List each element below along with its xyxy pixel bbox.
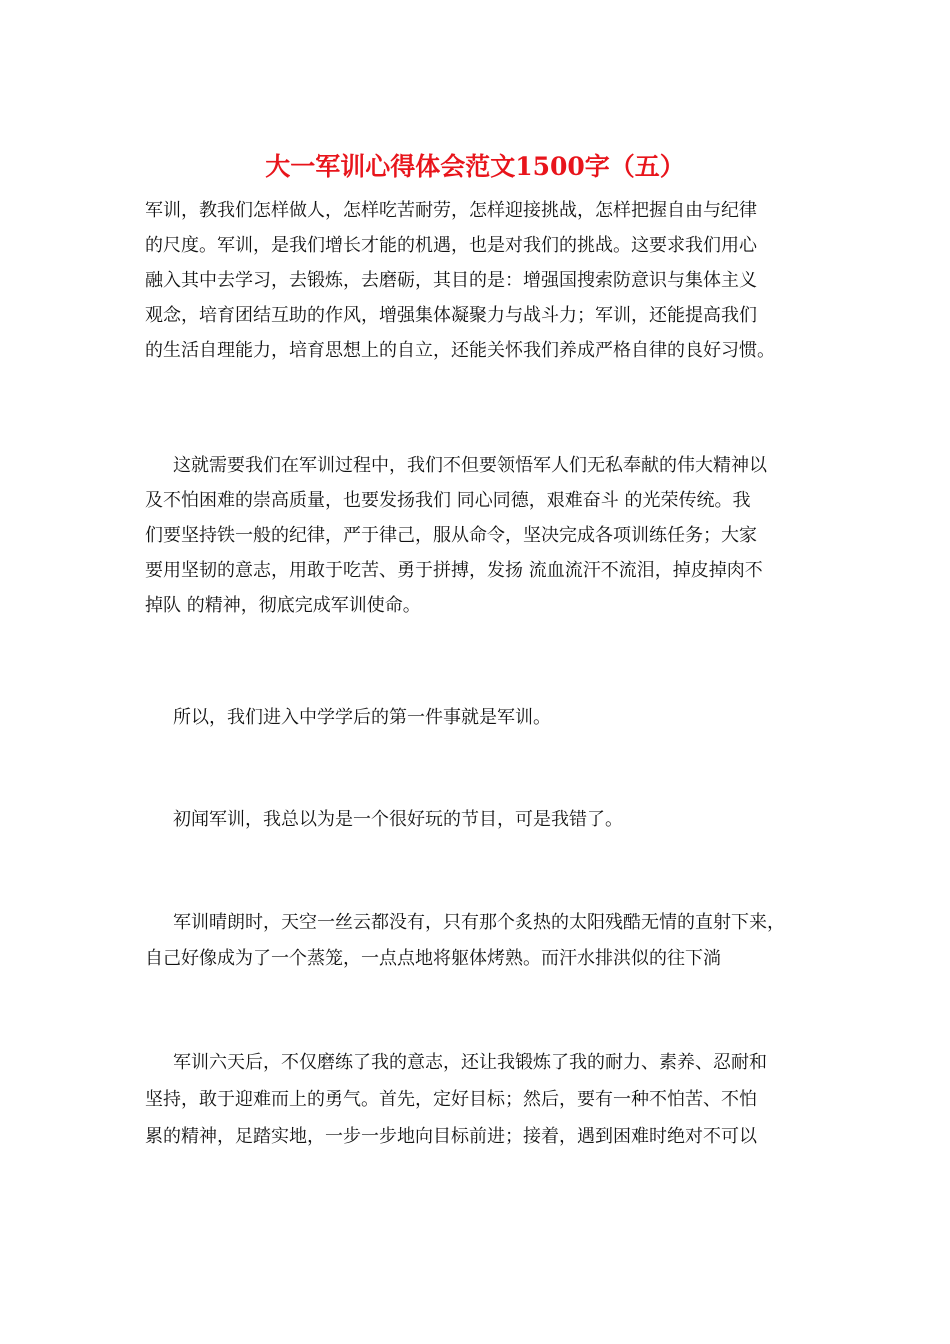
paragraph-6-line-1: 军训六天后，不仅磨练了我的意志，还让我锻炼了我的耐力、素养、忍耐和 [173,1052,767,1073]
paragraph-5-line-1: 军训晴朗时，天空一丝云都没有，只有那个炙热的太阳残酷无情的直射下来， [173,912,785,933]
paragraph-5-line-2: 自己好像成为了一个蒸笼，一点点地将躯体烤熟。而汗水排洪似的往下淌 [145,948,721,969]
paragraph-1-line-2: 的尺度。军训，是我们增长才能的机遇，也是对我们的挑战。这要求我们用心 [145,235,757,256]
paragraph-1-line-5: 的生活自理能力，培育思想上的自立，还能关怀我们养成严格自律的良好习惯。 [145,340,775,361]
paragraph-2-line-2: 及不怕困难的崇高质量，也要发扬我们 同心同德，艰难奋斗 的光荣传统。我 [145,490,751,511]
paragraph-6-line-3: 累的精神，足踏实地，一步一步地向目标前进；接着，遇到困难时绝对不可以 [145,1126,757,1147]
paragraph-2-line-4: 要用坚韧的意志，用敢于吃苦、勇于拼搏，发扬 流血流汗不流泪，掉皮掉肉不 [145,560,763,581]
paragraph-2-line-5: 掉队 的精神，彻底完成军训使命。 [145,595,421,616]
paragraph-1-line-1: 军训，教我们怎样做人，怎样吃苦耐劳，怎样迎接挑战，怎样把握自由与纪律 [145,200,757,221]
paragraph-1-line-3: 融入其中去学习，去锻炼，去磨砺，其目的是：增强国搜索防意识与集体主义 [145,270,757,291]
paragraph-1-line-4: 观念，培育团结互助的作风，增强集体凝聚力与战斗力；军训，还能提高我们 [145,305,757,326]
paragraph-2-line-1: 这就需要我们在军训过程中，我们不但要领悟军人们无私奉献的伟大精神以 [173,455,767,476]
paragraph-4-line-1: 初闻军训，我总以为是一个很好玩的节目，可是我错了。 [173,809,623,830]
paragraph-6-line-2: 坚持，敢于迎难而上的勇气。首先，定好目标；然后，要有一种不怕苦、不怕 [145,1089,757,1110]
paragraph-2-line-3: 们要坚持铁一般的纪律，严于律己，服从命令，坚决完成各项训练任务；大家 [145,525,757,546]
document-title: 大一军训心得体会范文1500字（五） [265,152,685,181]
paragraph-3-line-1: 所以，我们进入中学学后的第一件事就是军训。 [173,707,551,728]
